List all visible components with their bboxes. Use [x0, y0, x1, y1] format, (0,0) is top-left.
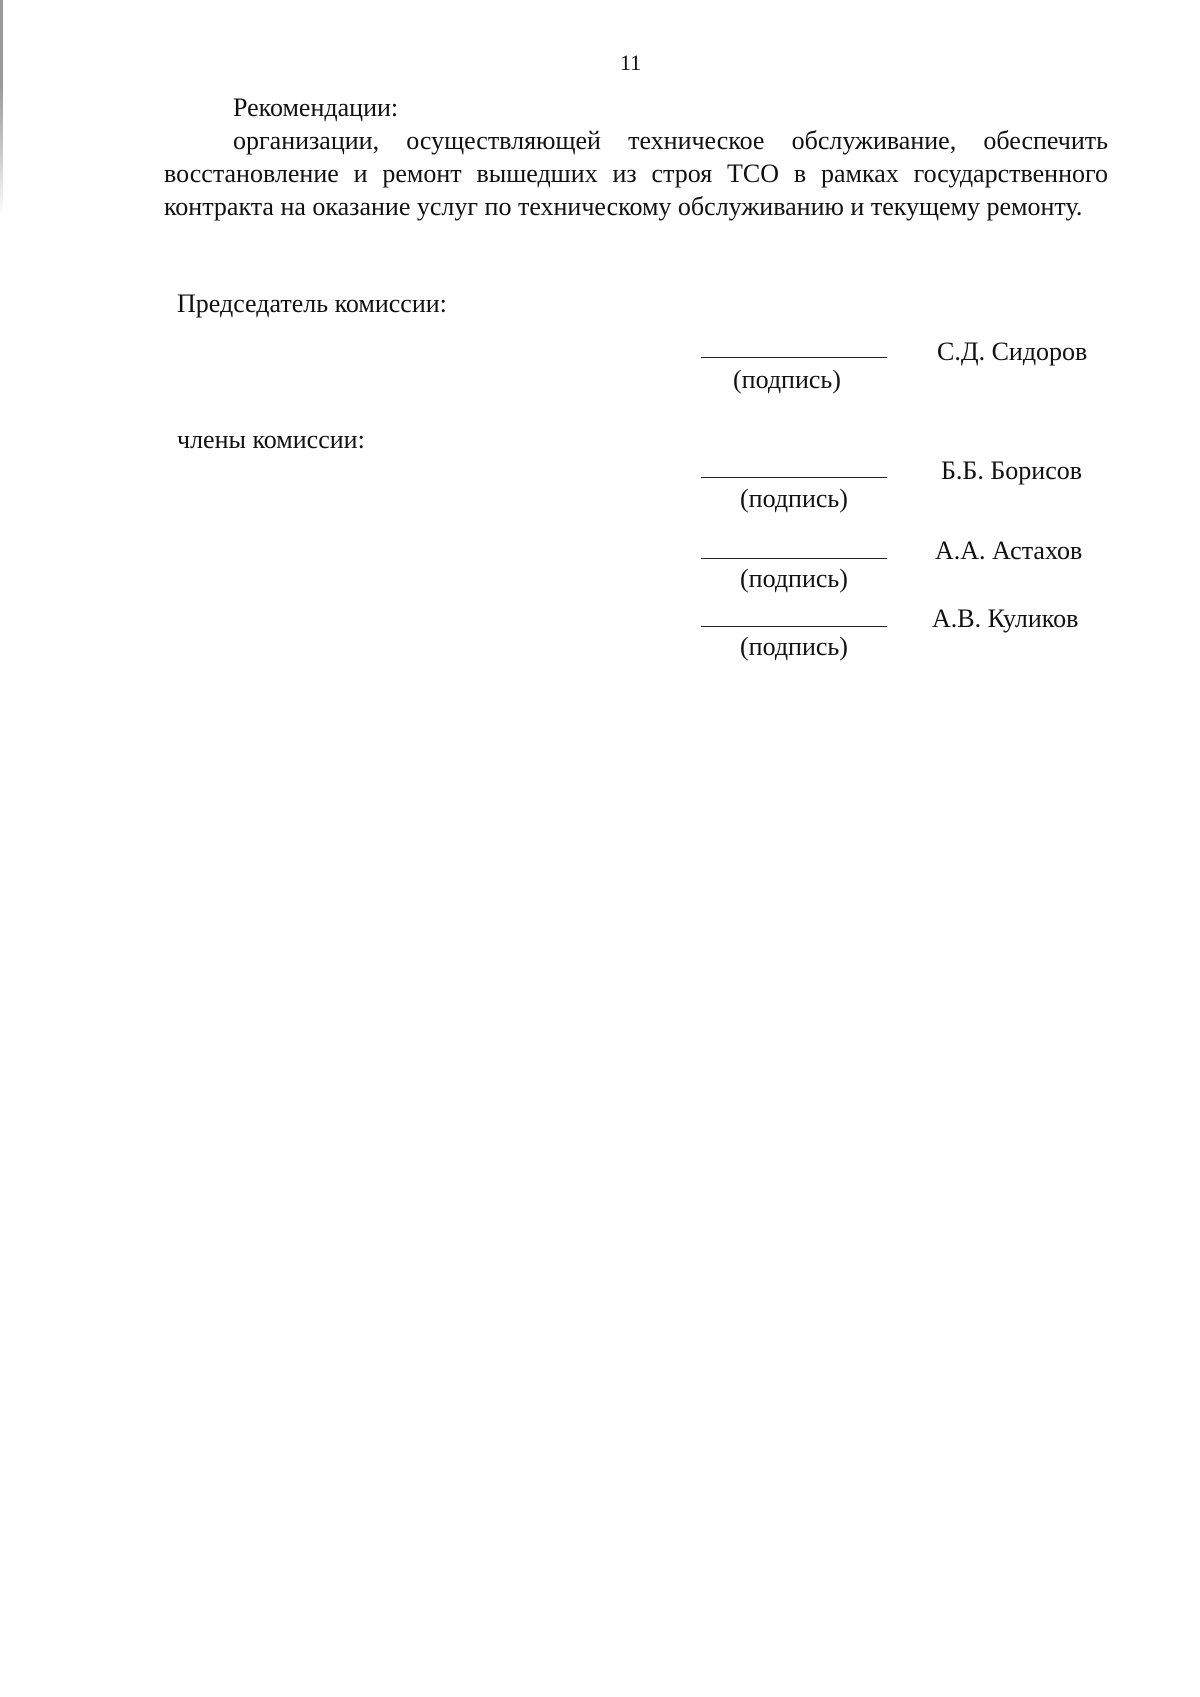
member-signature-caption: (подпись) — [740, 564, 848, 593]
member-signature-caption: (подпись) — [740, 632, 848, 661]
member-signature-line — [701, 626, 887, 627]
chairman-name: С.Д. Сидоров — [937, 337, 1088, 366]
member-name: А.А. Астахов — [935, 536, 1083, 565]
chairman-label: Председатель комиссии: — [177, 289, 447, 318]
member-name: Б.Б. Борисов — [941, 456, 1083, 485]
recommendations-heading: Рекомендации: — [233, 93, 399, 122]
scan-edge-shadow — [0, 0, 3, 215]
chairman-signature-line — [701, 357, 887, 358]
member-signature-line — [701, 477, 887, 478]
page-number: 11 — [620, 50, 642, 75]
member-name: А.В. Куликов — [932, 604, 1079, 633]
recommendations-body: организации, осуществляющей техническое обслуживание, обеспечить восстановление и ремонт вышедших из строя ТСО в рамках государственного контракта на оказание услуг по техническому обслуживанию и текущему ремонту. — [164, 126, 1108, 221]
chairman-signature-caption: (подпись) — [733, 365, 841, 394]
members-label: члены комиссии: — [177, 425, 365, 454]
member-signature-caption: (подпись) — [740, 484, 848, 513]
member-signature-line — [701, 558, 887, 559]
